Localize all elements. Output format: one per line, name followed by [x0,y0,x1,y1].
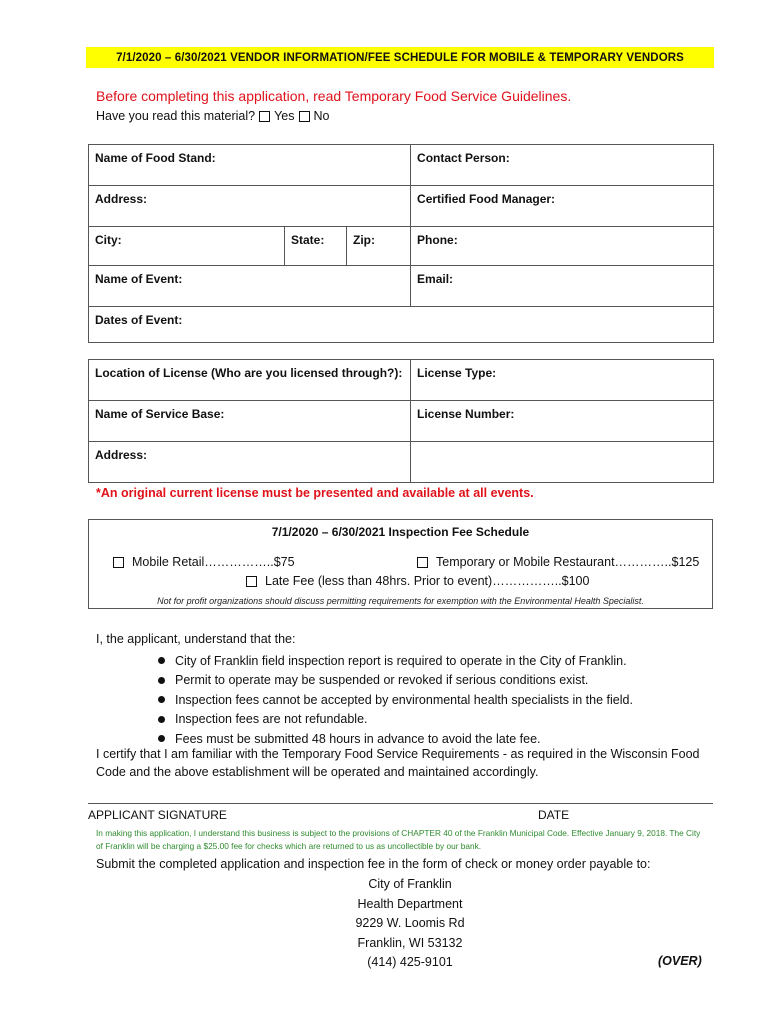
event-name-label: Name of Event: [95,272,183,286]
zip-field[interactable] [347,227,411,266]
food-stand-label: Name of Food Stand: [95,151,216,165]
certified-manager-field[interactable] [411,186,714,227]
term-text: Inspection fees are not refundable. [175,712,368,727]
mobile-retail-option [113,555,295,569]
address-line: City of Franklin [368,877,452,891]
read-material-label: Have you read this material? [96,109,256,123]
state-field[interactable] [285,227,347,266]
address-line: Health Department [357,896,463,911]
temporary-mobile-label: Temporary or Mobile Restaurant…………..$125 [436,555,700,569]
event-dates-field[interactable] [89,307,714,343]
contact-person-field[interactable] [411,145,714,186]
mobile-retail-checkbox[interactable] [113,557,124,568]
signature-line[interactable] [88,803,713,804]
read-material-question [96,109,330,123]
city-label: City: [95,233,122,247]
license-location-label: Location of License (Who are you licensed through?): [95,366,403,380]
term-text: Inspection fees cannot be accepted by environmental health specialists in the field. [175,692,633,707]
phone-label: Phone: [417,233,458,247]
late-fee-checkbox[interactable] [246,576,257,587]
terms-list [158,651,633,749]
no-label: No [313,109,330,123]
license-location-field[interactable] [89,360,411,401]
guidelines-notice: Before completing this application, read Temporary Food Service Guidelines. [96,88,572,104]
bullet-icon [158,657,165,664]
yes-label: Yes [274,109,295,123]
temporary-mobile-option [417,555,699,569]
service-base-address-label: Address: [95,448,148,462]
food-stand-field[interactable] [89,145,411,186]
title-banner: 7/1/2020 – 6/30/2021 VENDOR INFORMATION/FEE SCHEDULE FOR MOBILE & TEMPORARY VENDORS [86,47,714,68]
license-type-field[interactable] [411,360,714,401]
service-base-address-field[interactable] [89,442,411,483]
license-info-table [88,359,714,483]
fee-schedule-title: 7/1/2020 – 6/30/2021 Inspection Fee Schedule [271,525,530,539]
applicant-signature-label: APPLICANT SIGNATURE [88,808,227,822]
contact-person-label: Contact Person: [417,151,510,165]
term-text: City of Franklin field inspection report is required to operate in the City of Franklin. [175,653,627,668]
license-type-label: License Type: [417,366,497,380]
bullet-icon [158,696,165,703]
event-dates-label: Dates of Event: [95,313,183,327]
bullet-icon [158,716,165,723]
city-field[interactable] [89,227,285,266]
email-field[interactable] [411,266,714,307]
address-field[interactable] [89,186,411,227]
date-label: DATE [538,808,570,822]
address-line: 9229 W. Loomis Rd [355,916,465,930]
submit-instructions: Submit the completed application and inspection fee in the form of check or money order payable to: [96,857,651,871]
term-text: Permit to operate may be suspended or revoked if serious conditions exist. [175,673,589,688]
yes-checkbox[interactable] [259,111,270,122]
phone-field[interactable] [411,227,714,266]
temporary-mobile-checkbox[interactable] [417,557,428,568]
address-line: Franklin, WI 53132 [357,935,463,950]
zip-label: Zip: [353,233,375,247]
mobile-retail-label: Mobile Retail……………..$75 [132,555,295,569]
license-number-field[interactable] [411,401,714,442]
mailing-address [330,875,490,973]
bullet-icon [158,735,165,742]
over-indicator: (OVER) [658,954,702,968]
no-checkbox[interactable] [299,111,310,122]
list-item [158,690,633,710]
address-label: Address: [95,192,148,206]
license-number-label: License Number: [417,407,515,421]
empty-cell [411,442,714,483]
vendor-info-table [88,144,714,343]
list-item [158,651,633,671]
municipal-code-note: In making this application, I understand this business is subject to the provisions of CHAPTER 40 of the Franklin Municipal Code. Effective January 9, 2018. The City of Franklin will be charging a $25.00 fee for checks which are returned to us as uncollectible by our bank. [96,828,701,851]
applicant-intro: I, the applicant, understand that the: [96,632,296,646]
phone-number: (414) 425-9101 [367,955,453,969]
license-requirement-note: *An original current license must be presented and available at all events. [96,486,534,500]
service-base-label: Name of Service Base: [95,407,225,421]
list-item [158,710,633,730]
email-label: Email: [417,272,454,286]
bullet-icon [158,677,165,684]
fee-schedule-box [88,519,713,609]
certified-manager-label: Certified Food Manager: [417,192,556,206]
late-fee-option [246,574,589,588]
certification-statement: I certify that I am familiar with the Temporary Food Service Requirements - as required in the Wisconsin Food Code and the above establishment will be operated and maintained accordingly. [96,747,700,779]
nonprofit-footnote: Not for profit organizations should discuss permitting requirements for exemption with the Environmental Health Specialist. [157,596,644,606]
late-fee-label: Late Fee (less than 48hrs. Prior to event)……………..$100 [265,574,590,588]
state-label: State: [291,233,325,247]
service-base-field[interactable] [89,401,411,442]
term-text: Fees must be submitted 48 hours in advance to avoid the late fee. [175,731,541,746]
event-name-field[interactable] [89,266,411,307]
list-item [158,671,633,691]
